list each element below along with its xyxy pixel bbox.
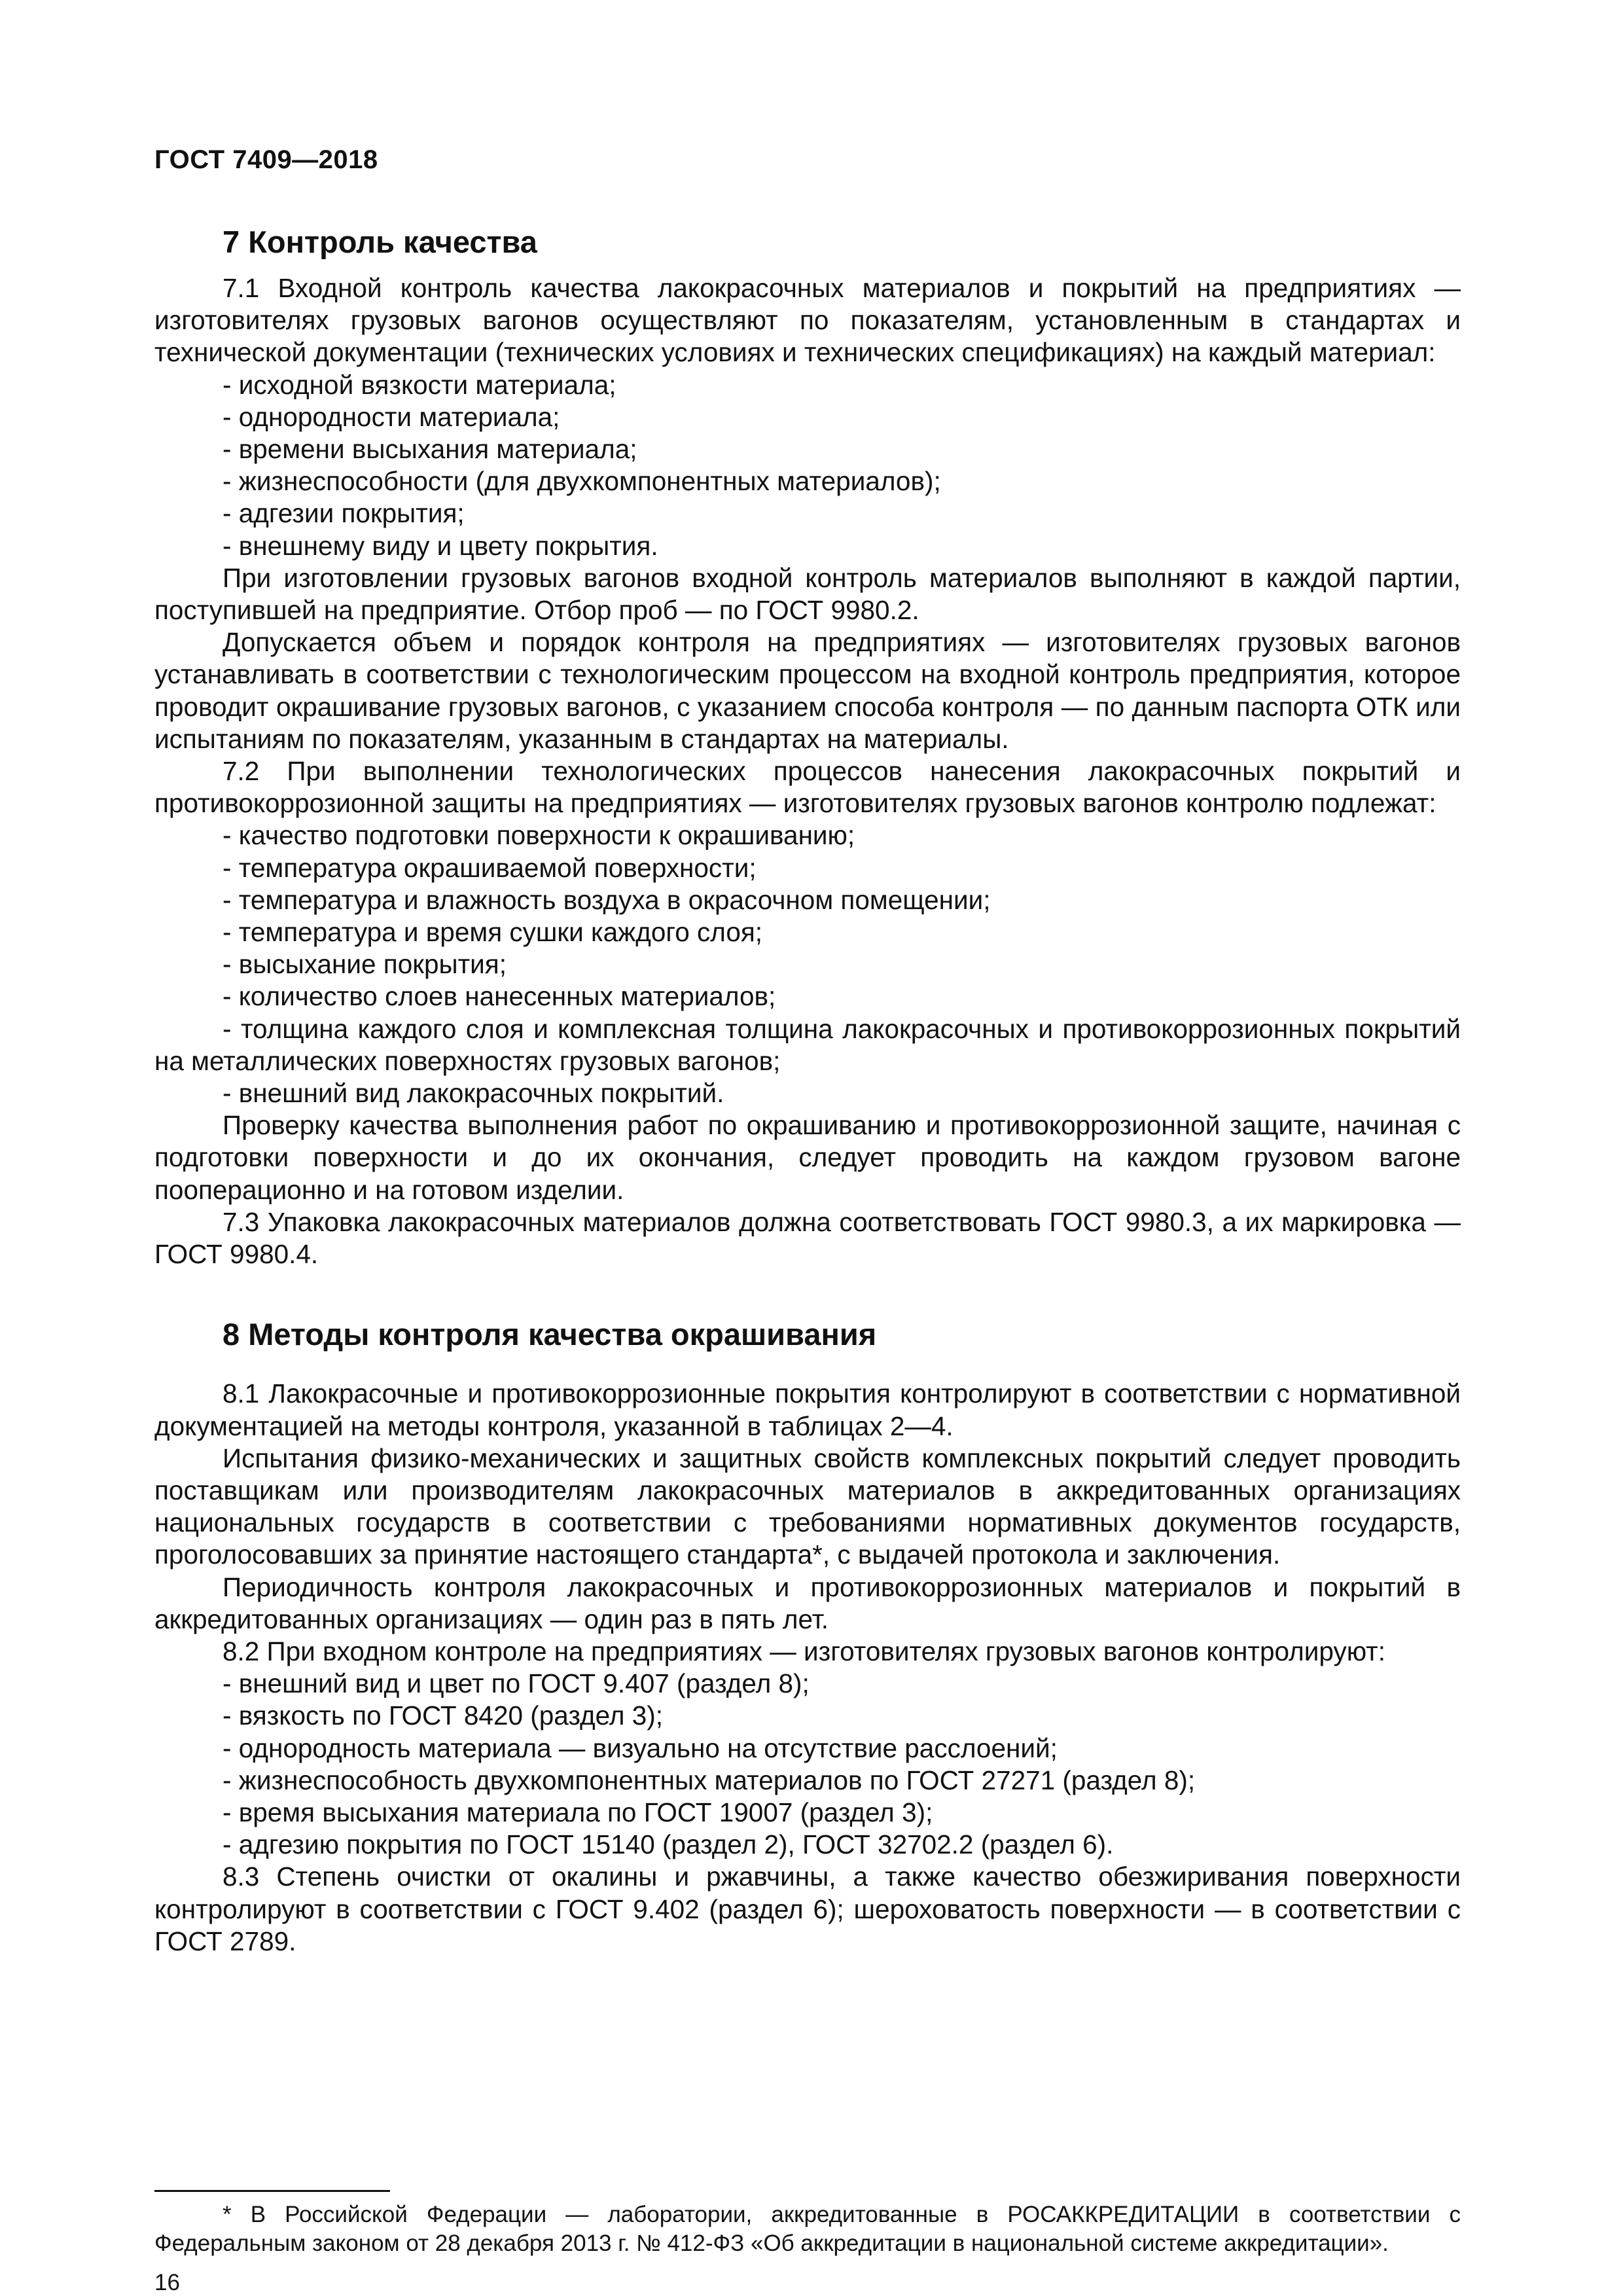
list-item: - однородности материала; [223,401,560,432]
paragraph-8-1: 8.1 Лакокрасочные и противокоррозионные покрытия контролируют в соответствии с нормативной документацией на методы контроля, указанной в таблицах 2—4. [154,1378,1461,1441]
list-item: - жизнеспособности (для двухкомпонентных материалов); [223,466,941,497]
paragraph-7-2: 7.2 При выполнении технологических процессов нанесения лакокрасочных покрытий и противокоррозионной защиты на предприятиях — изготовителях грузовых вагонов контролю подлежат: [154,756,1461,819]
list-item: - исходной вязкости материала; [223,369,616,400]
list-item: - внешнему виду и цвету покрытия. [223,530,658,561]
list-item: - качество подготовки поверхности к окрашиванию; [223,820,855,851]
paragraph-7-2-inspection: Проверку качества выполнения работ по окрашиванию и противокоррозионной защите, начиная с подготовки поверхности и до их окончания, следует проводить на каждом грузовом вагоне пооперационно и на готовом изделии. [154,1110,1461,1205]
paragraph-8-2: 8.2 При входном контроле на предприятиях — изготовителях грузовых вагонов контролируют: [223,1636,1385,1666]
list-item: - внешний вид и цвет по ГОСТ 9.407 (раздел 8); [223,1668,810,1699]
section-8-heading: 8 Методы контроля качества окрашивания [223,1317,877,1352]
list-item: - жизнеспособность двухкомпонентных материалов по ГОСТ 27271 (раздел 8); [223,1765,1196,1795]
list-item: - толщина каждого слоя и комплексная толщина лакокрасочных и противокоррозионных покрытий на металлических поверхностях грузовых вагонов; [154,1013,1461,1076]
list-item: - адгезию покрытия по ГОСТ 15140 (раздел 2), ГОСТ 32702.2 (раздел 6). [223,1829,1114,1860]
list-item: - температура и время сушки каждого слоя; [223,917,763,948]
list-item: - времени высыхания материала; [223,434,637,465]
list-item: - время высыхания материала по ГОСТ 19007 (раздел 3); [223,1797,933,1827]
section-7-heading: 7 Контроль качества [223,224,537,259]
paragraph-7-1: 7.1 Входной контроль качества лакокрасочных материалов и покрытий на предприятиях — изготовителях грузовых вагонов осуществляют по показателям, установленным в стандартах и технической документации (технических условиях и технических спецификациях) на каждый материал: [154,273,1461,368]
list-item: - адгезии покрытия; [223,498,465,529]
document-code-header: ГОСТ 7409—2018 [154,145,378,174]
list-item: - температура окрашиваемой поверхности; [223,852,757,883]
paragraph-7-3: 7.3 Упаковка лакокрасочных материалов должна соответствовать ГОСТ 9980.3, а их маркировка — ГОСТ 9980.4. [154,1206,1461,1270]
footnote: * В Российской Федерации — лаборатории, аккредитованные в РОСАККРЕДИТАЦИИ в соответствии с Федеральным законом от 28 декабря 2013 г. № 412-ФЗ «Об аккредитации в национальной системе аккредитации». [154,2202,1461,2256]
paragraph-7-1-sampling: При изготовлении грузовых вагонов входной контроль материалов выполняют в каждой партии, поступившей на предприятие. Отбор проб — по ГОСТ 9980.2. [154,562,1461,626]
footnote-divider [154,2190,390,2192]
paragraph-8-1-periodicity: Периодичность контроля лакокрасочных и противокоррозионных материалов и покрытий в аккредитованных организациях — один раз в пять лет. [154,1571,1461,1634]
paragraph-8-1-tests: Испытания физико-механических и защитных свойств комплексных покрытий следует проводить поставщикам или производителям лакокрасочных материалов в аккредитованных организациях национальных государств в соответствии с требованиями нормативных документов государств, проголосовавших за принятие настоящего стандарта*, с выдачей протокола и заключения. [154,1443,1461,1570]
list-item: - высыхание покрытия; [223,949,507,980]
list-item: - температура и влажность воздуха в окрасочном помещении; [223,884,991,915]
list-item: - внешний вид лакокрасочных покрытий. [223,1078,724,1109]
list-item: - однородность материала — визуально на отсутствие расслоений; [223,1732,1058,1763]
list-item: - вязкость по ГОСТ 8420 (раздел 3); [223,1700,663,1731]
paragraph-8-3: 8.3 Степень очистки от окалины и ржавчины, а также качество обезжиривания поверхности контролируют в соответствии с ГОСТ 9.402 (раздел 6); шероховатость поверхности — в соответствии с ГОСТ 2789. [154,1861,1461,1956]
list-item: - количество слоев нанесенных материалов; [223,981,776,1012]
page-content [154,223,1461,1958]
paragraph-7-1-scope: Допускается объем и порядок контроля на предприятиях — изготовителях грузовых вагонов устанавливать в соответствии с технологическим процессом на входной контроль предприятия, которое проводит окрашивание грузовых вагонов, с указанием способа контроля — по данным паспорта ОТК или испытаниям по показателям, указанным в стандартах на материалы. [154,627,1461,754]
page-number: 16 [154,2270,180,2295]
